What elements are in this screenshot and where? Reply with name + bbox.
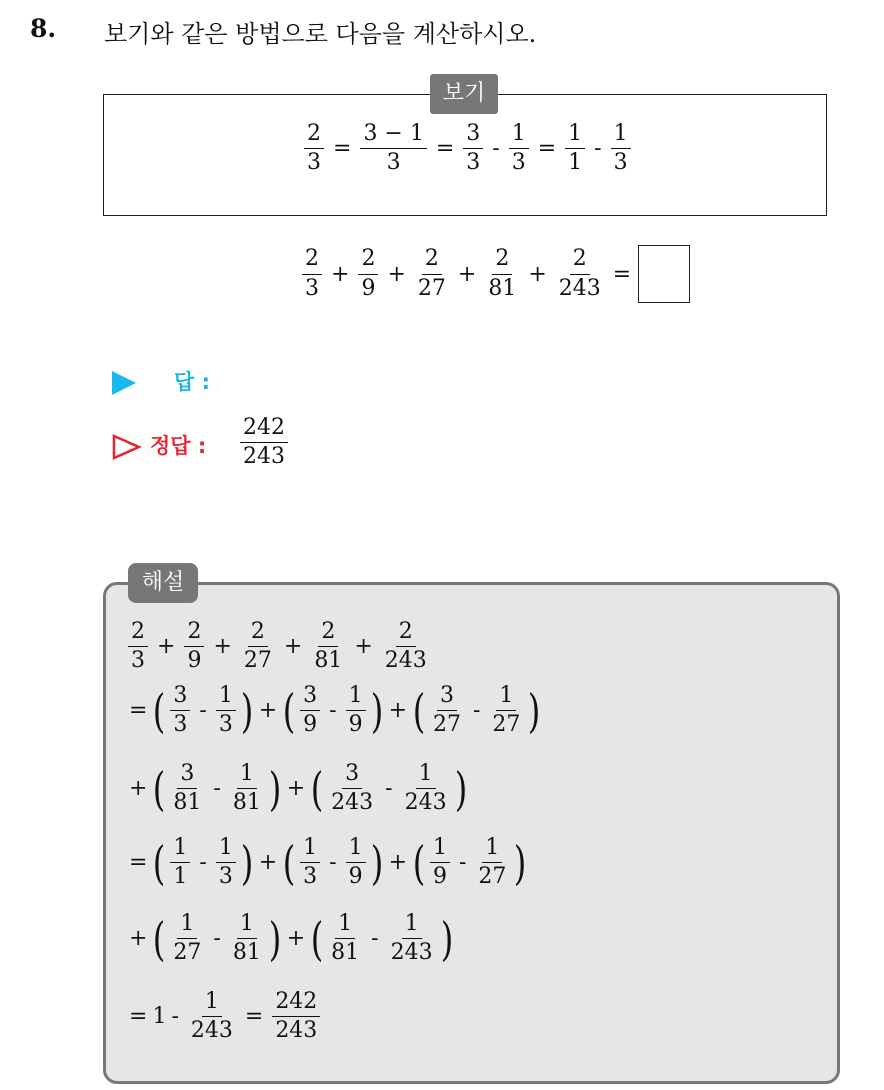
answer-label: 답 : (174, 370, 210, 394)
problem-equation: $\frac{2}{3}$ + $\frac{2}{9}$ + $\frac{2}{27}$ + $\frac{2}{81}$ + $\frac{2}{243}$ = (298, 245, 690, 303)
fraction: $\frac{3 - 1}{3}$ (360, 122, 426, 175)
fraction: $\frac{2}{9}$ (358, 247, 378, 300)
fraction: $\frac{1}{3}$ (509, 122, 529, 175)
correct-answer-value: $\frac{242}{243}$ (236, 416, 292, 469)
example-label: 보기 (430, 74, 498, 114)
fraction: $\frac{1}{1}$ (565, 122, 585, 175)
example-equation: $\frac{2}{3}$ = $\frac{3 - 1}{3}$ = $\frac{3}{3}$ - $\frac{1}{3}$ = $\frac{1}{1}$ - $\frac{1}{3}$ (300, 122, 635, 175)
answer-blank-box[interactable] (638, 245, 690, 303)
fraction: $\frac{1}{3}$ (611, 122, 631, 175)
solution-line: + ( $\frac{1}{27}$ - $\frac{1}{81}$ ) + ( $\frac{1}{81}$ - $\frac{1}{243}$ ) (129, 911, 453, 966)
solution-label: 해설 (128, 563, 198, 603)
solution-line: = ( $\frac{3}{3}$ - $\frac{1}{3}$ ) + ( $\frac{3}{9}$ - $\frac{1}{9}$ ) + ( $\frac{3}{27}$ - $\frac{1}{27}$ ) (129, 683, 541, 738)
play-arrow-icon (112, 371, 136, 395)
solution-line: = 1 - $\frac{1}{243}$ = $\frac{242}{243}$ (124, 990, 324, 1043)
fraction: $\frac{2}{3}$ (304, 122, 324, 175)
correct-answer-label: 정답 : (150, 434, 207, 458)
fraction: $\frac{2}{27}$ (417, 246, 446, 301)
question-number: 8. (30, 14, 57, 43)
solution-line: + ( $\frac{3}{81}$ - $\frac{1}{81}$ ) + ( $\frac{3}{243}$ - $\frac{1}{243}$ ) (129, 761, 467, 816)
outline-arrow-icon (112, 434, 142, 460)
fraction: $\frac{2}{243}$ (558, 246, 601, 301)
fraction: $\frac{2}{81}$ (488, 246, 517, 301)
solution-line: $\frac{2}{3}$ + $\frac{2}{9}$ + $\frac{2}{27}$ + $\frac{2}{81}$ + $\frac{2}{243}$ (124, 620, 434, 673)
fraction: $\frac{3}{3}$ (463, 122, 483, 175)
solution-line: = ( $\frac{1}{1}$ - $\frac{1}{3}$ ) + ( $\frac{1}{3}$ - $\frac{1}{9}$ ) + ( $\frac{1}{9}$ - $\frac{1}{27}$ ) (129, 835, 527, 890)
fraction: $\frac{2}{3}$ (302, 247, 322, 300)
question-text: 보기와 같은 방법으로 다음을 계산하시오. (104, 20, 537, 48)
